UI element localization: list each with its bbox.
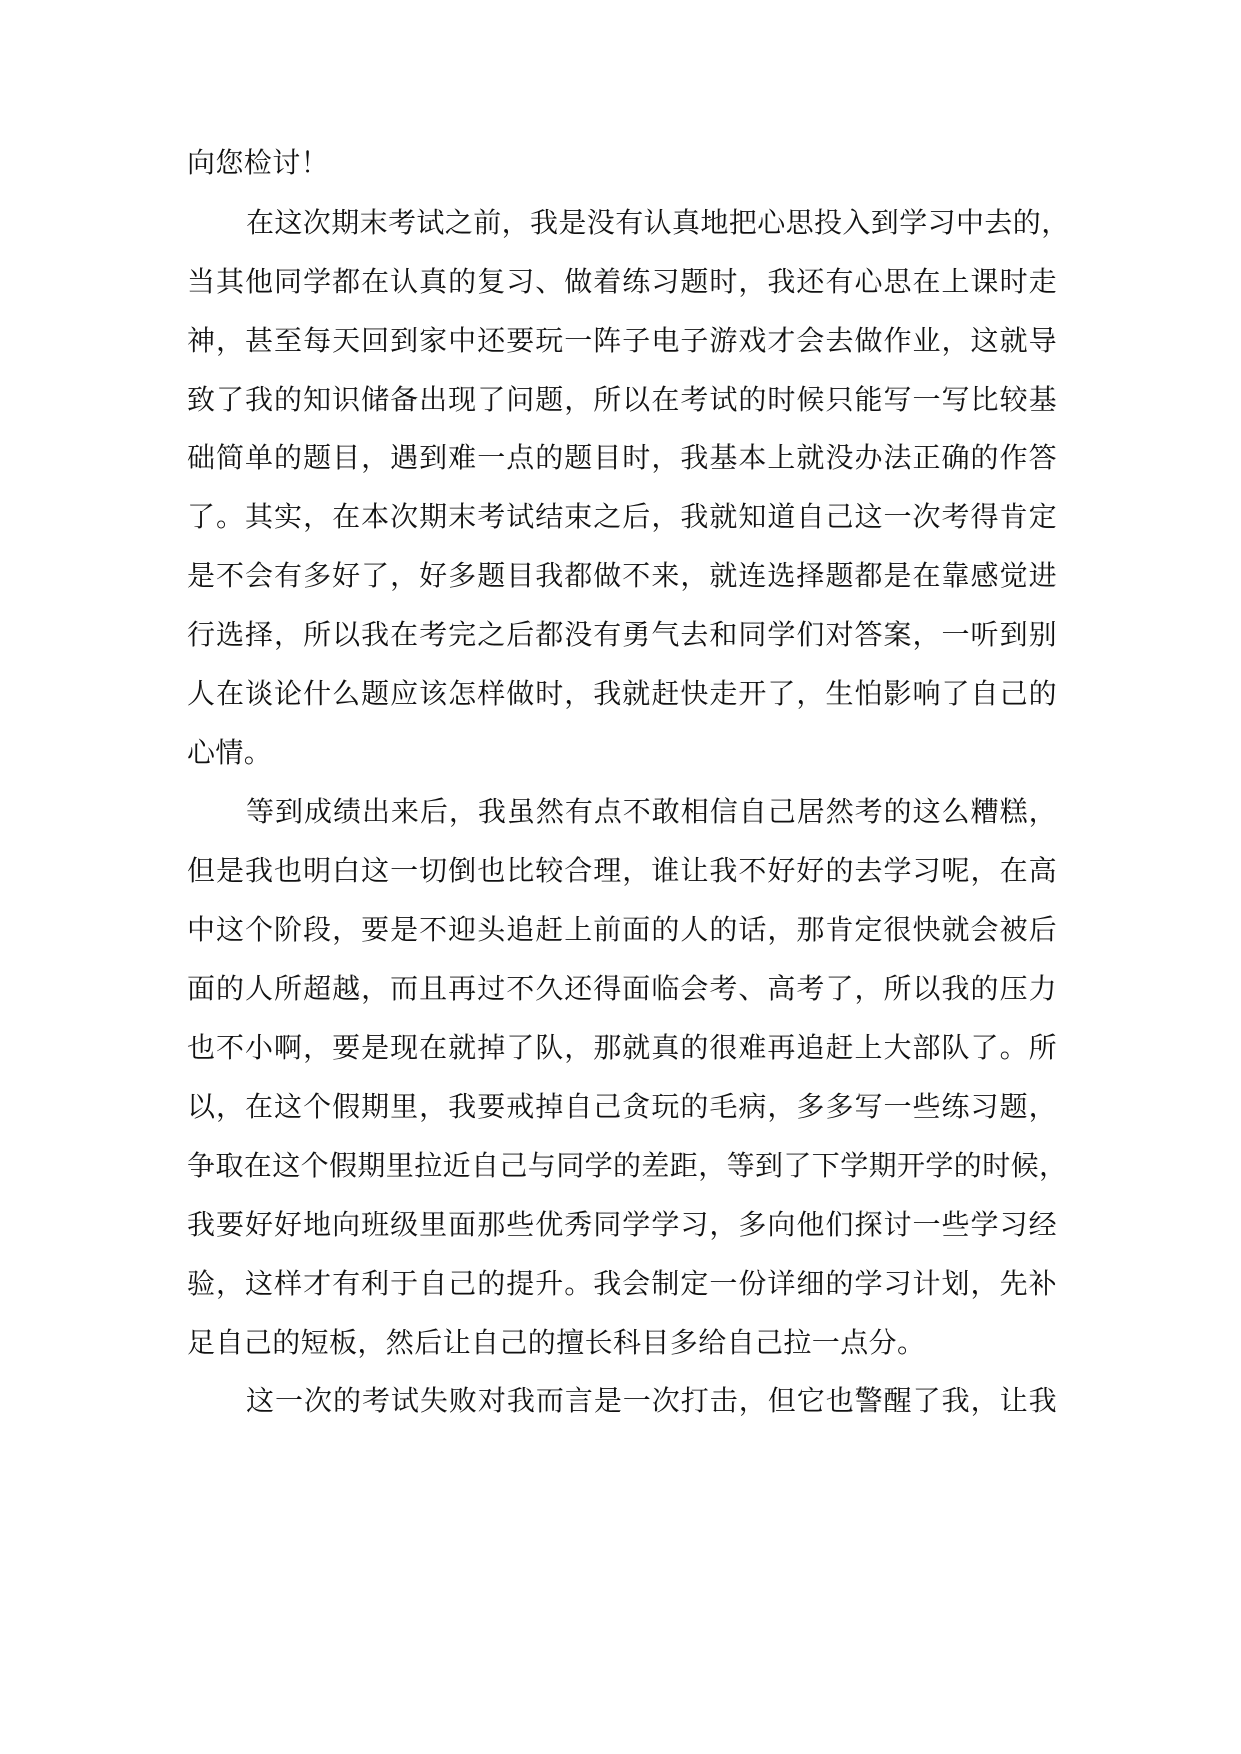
paragraph-2-line-5: 也不小啊，要是现在就掉了队，那就真的很难再追赶上大部队了。所 [187, 1031, 1057, 1064]
paragraph-2-line-4: 面的人所超越，而且再过不久还得面临会考、高考了，所以我的压力 [187, 972, 1057, 1005]
paragraph-1-line-9: 人在谈论什么题应该怎样做时，我就赶快走开了，生怕影响了自己的 [187, 677, 1057, 710]
paragraph-1-line-7: 是不会有多好了，好多题目我都做不来，就连选择题都是在靠感觉进 [187, 559, 1057, 592]
paragraph-3-line-1: 这一次的考试失败对我而言是一次打击，但它也警醒了我，让我 [246, 1384, 1057, 1417]
paragraph-2-line-9: 验，这样才有利于自己的提升。我会制定一份详细的学习计划，先补 [187, 1267, 1057, 1300]
paragraph-1-line-6: 了。其实，在本次期末考试结束之后，我就知道自己这一次考得肯定 [187, 500, 1057, 533]
paragraph-2-line-1: 等到成绩出来后，我虽然有点不敢相信自己居然考的这么糟糕， [246, 795, 1057, 828]
paragraph-1-line-3: 神，甚至每天回到家中还要玩一阵子电子游戏才会去做作业，这就导 [187, 324, 1057, 357]
paragraph-2-line-2: 但是我也明白这一切倒也比较合理，谁让我不好好的去学习呢，在高 [187, 854, 1057, 887]
paragraph-1-line-4: 致了我的知识储备出现了问题，所以在考试的时候只能写一写比较基 [187, 383, 1057, 416]
paragraph-1-line-1: 在这次期末考试之前，我是没有认真地把心思投入到学习中去的， [246, 206, 1070, 239]
text-line-1: 向您检讨！ [187, 146, 330, 179]
paragraph-1-line-2: 当其他同学都在认真的复习、做着练习题时，我还有心思在上课时走 [187, 265, 1057, 298]
paragraph-2-line-10: 足自己的短板，然后让自己的擅长科目多给自己拉一点分。 [187, 1326, 926, 1359]
paragraph-2-line-8: 我要好好地向班级里面那些优秀同学学习，多向他们探讨一些学习经 [187, 1208, 1057, 1241]
paragraph-2-line-7: 争取在这个假期里拉近自己与同学的差距，等到了下学期开学的时候， [187, 1149, 1068, 1182]
paragraph-2-line-3: 中这个阶段，要是不迎头追赶上前面的人的话，那肯定很快就会被后 [187, 913, 1057, 946]
paragraph-1-line-8: 行选择，所以我在考完之后都没有勇气去和同学们对答案，一听到别 [187, 618, 1057, 651]
paragraph-2-line-6: 以，在这个假期里，我要戒掉自己贪玩的毛病，多多写一些练习题， [187, 1090, 1057, 1123]
paragraph-1-line-10: 心情。 [187, 736, 273, 769]
paragraph-1-line-5: 础简单的题目，遇到难一点的题目时，我基本上就没办法正确的作答 [187, 441, 1057, 474]
